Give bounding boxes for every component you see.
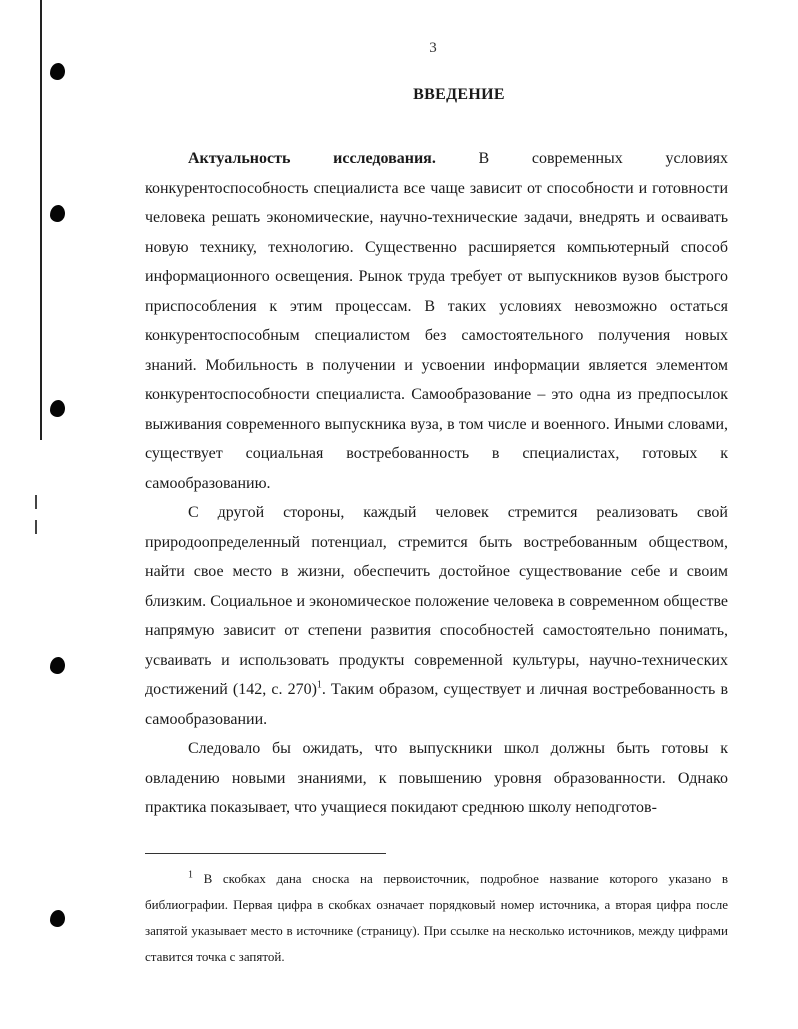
punch-hole <box>50 205 65 222</box>
paragraph <box>145 498 728 734</box>
footnote-divider <box>145 853 386 854</box>
body-text <box>145 144 728 823</box>
footnote-text: В скобках дана сноска на первоисточник, подробное название которого указано в библиографии. Первая цифра в скобках означает порядковый номер источника, а вторая цифра после запятой указывает место в источнике (страницу). При ссылке на несколько источников, между цифрами ставится точка с запятой. <box>145 871 728 964</box>
page-number: 3 <box>429 40 437 56</box>
scan-margin-tick <box>35 495 37 509</box>
scan-margin-line <box>40 0 42 440</box>
punch-hole <box>50 63 65 80</box>
paragraph-text: С другой стороны, каждый человек стремится реализовать свой природоопределенный потенциал, стремится быть востребованным обществом, найти свое место в жизни, обеспечить достойное существование себе и своим близким. Социальное и экономическое положение человека в современном обществе напрямую зависит от степени развития способностей самостоятельно понимать, усваивать и использовать продукты современной культуры, научно-технических достижений (142, с. 270) <box>145 504 728 698</box>
paragraph-text: . Таким образом, существует и личная востребованность в самообразовании. <box>145 681 728 728</box>
footnote-ref[interactable]: 1 <box>316 679 322 691</box>
footnote-mark: 1 <box>188 869 193 881</box>
paragraph <box>145 144 728 498</box>
paragraph-text: Следовало бы ожидать, что выпускники школ должны быть готовы к овладению новыми знаниями, к повышению уровня образованности. Однако практика показывает, что учащиеся покидают среднюю школу неподготов- <box>145 740 728 816</box>
page-title: ВВЕДЕНИЕ <box>413 86 505 103</box>
paragraph <box>145 734 728 823</box>
punch-hole <box>50 400 65 417</box>
punch-hole <box>50 657 65 674</box>
punch-hole <box>50 910 65 927</box>
paragraph-lead: Актуальность исследования. <box>188 150 436 167</box>
paragraph-text: В современных условиях конкурентоспособность специалиста все чаще зависит от способности и готовности человека решать экономические, научно-технические задачи, внедрять и осваивать новую технику, технологию. Существенно расширяется компьютерный способ информационного освещения. Рынок труда требует от выпускников вузов быстрого приспособления к этим процессам. В таких условиях невозможно остаться конкурентоспособным специалистом без самостоятельного получения новых знаний. Мобильность в получении и усвоении информации является элементом конкурентоспособности специалиста. Самообразование – это одна из предпосылок выживания современного выпускника вуза, в том числе и военного. Иными словами, существует социальная востребованность в специалистах, готовых к самообразованию. <box>145 150 728 492</box>
footnote <box>145 866 728 970</box>
scan-margin-tick <box>35 520 37 534</box>
